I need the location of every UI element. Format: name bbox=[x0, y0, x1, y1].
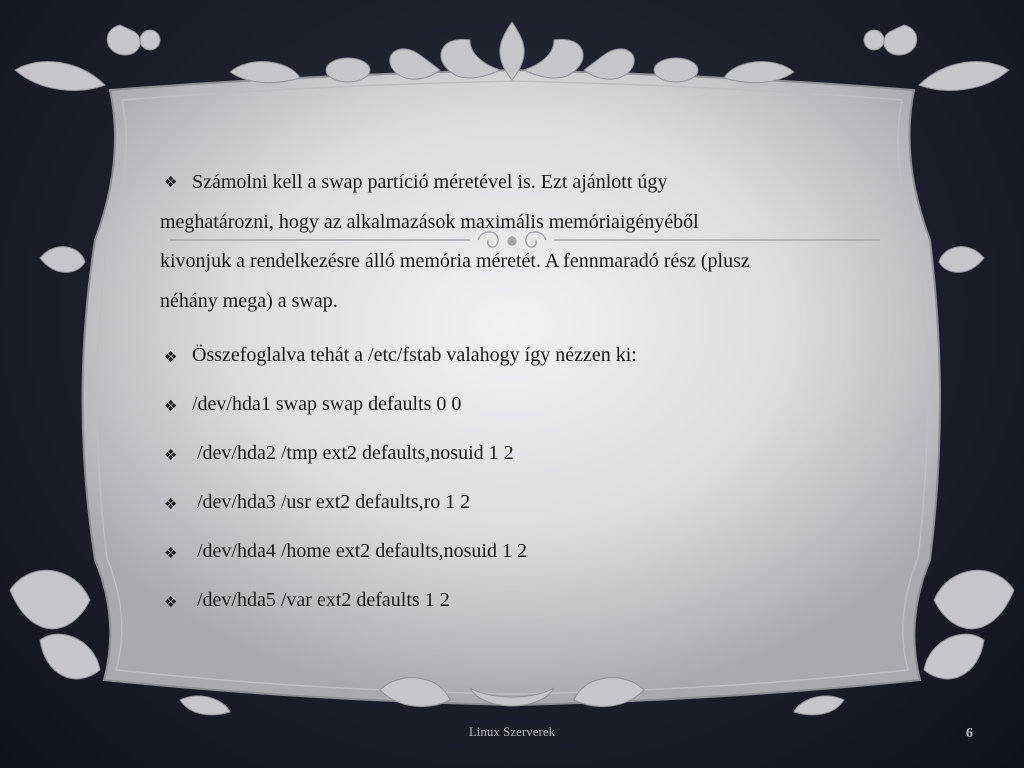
bullet-text: Összefoglalva tehát a /etc/fstab valahogy így nézzen ki: bbox=[192, 344, 637, 366]
bullet-item bbox=[160, 441, 880, 468]
paragraph-line: meghatározni, hogy az alkalmazások maximális memóriaigényéből bbox=[160, 210, 699, 233]
paragraph-line: Számolni kell a swap partíció méretével is. Ezt ajánlott úgy bbox=[192, 171, 668, 193]
bullet-item bbox=[160, 490, 880, 517]
bullet-icon: ❖ bbox=[164, 595, 178, 611]
bullet-text: /dev/hda2 /tmp ext2 defaults,nosuid 1 2 bbox=[192, 442, 514, 464]
bullet-icon: ❖ bbox=[164, 546, 178, 562]
page-number: 6 bbox=[966, 726, 973, 741]
paragraph-line: néhány mega) a swap. bbox=[160, 289, 338, 312]
bullet-text: /dev/hda1 swap swap defaults 0 0 bbox=[192, 393, 462, 415]
slide-content bbox=[160, 163, 880, 615]
bullet-icon: ❖ bbox=[164, 399, 178, 415]
bullet-icon: ❖ bbox=[164, 350, 178, 366]
bullet-text: /dev/hda5 /var ext2 defaults 1 2 bbox=[192, 589, 450, 611]
bullet-item bbox=[160, 588, 880, 615]
bullet-icon: ❖ bbox=[164, 497, 178, 513]
bullet-item bbox=[160, 343, 880, 370]
bullet-text: /dev/hda4 /home ext2 defaults,nosuid 1 2 bbox=[192, 540, 527, 562]
slide-footer: Linux Szerverek bbox=[468, 724, 556, 739]
bullet-item bbox=[160, 539, 880, 566]
bullet-text: /dev/hda3 /usr ext2 defaults,ro 1 2 bbox=[192, 491, 471, 513]
bullet-icon: ❖ bbox=[164, 448, 178, 464]
bullet-item bbox=[160, 392, 880, 419]
paragraph-line: kivonjuk a rendelkezésre álló memória méretét. A fennmaradó rész (plusz bbox=[160, 250, 750, 272]
paragraph-swap bbox=[160, 163, 880, 321]
bullet-icon: ❖ bbox=[164, 175, 178, 191]
